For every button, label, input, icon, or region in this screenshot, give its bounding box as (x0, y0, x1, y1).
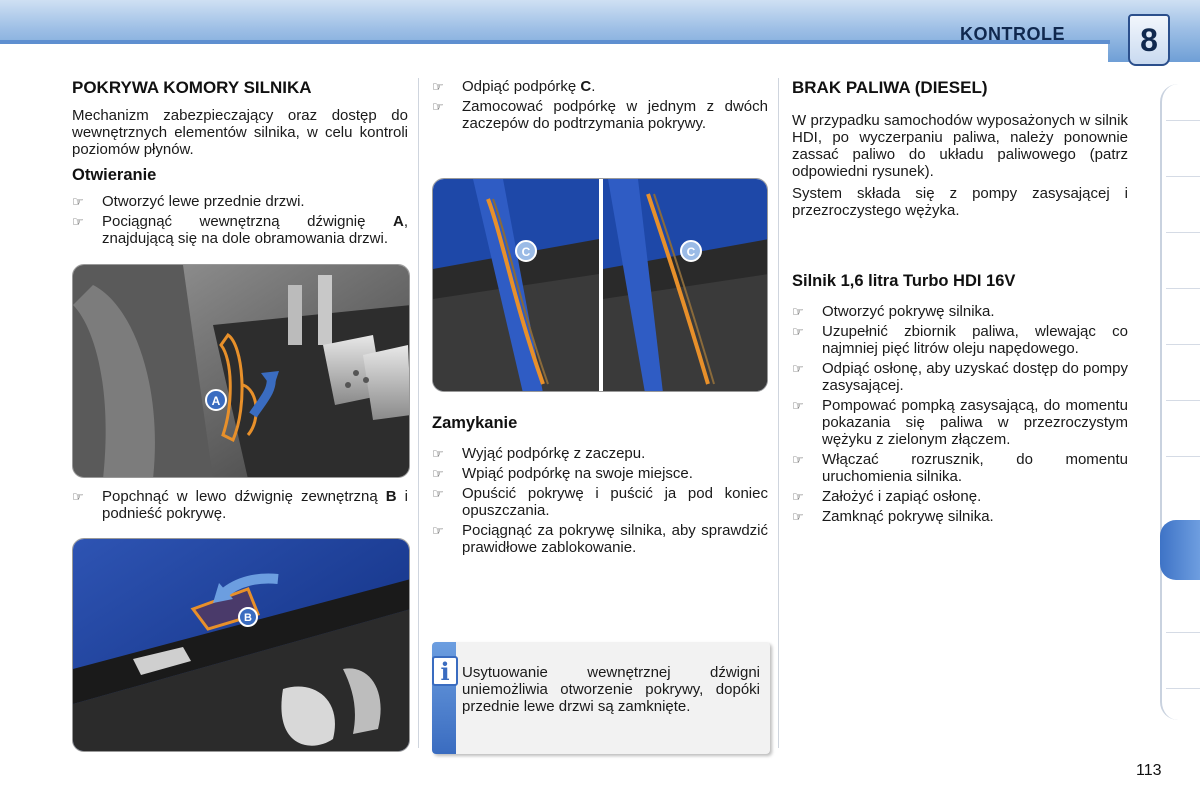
chapter-tab-active[interactable] (1160, 520, 1200, 580)
pointing-hand-icon: ☞ (72, 214, 84, 229)
subheading-opening: Otwieranie (72, 166, 157, 184)
page-number: 113 (1136, 762, 1162, 779)
subheading-engine: Silnik 1,6 litra Turbo HDI 16V (792, 272, 1016, 290)
release-steps (72, 488, 408, 522)
tab-divider (1166, 400, 1200, 401)
list-item: ☞ Odpiąć osłonę, aby uzyskać dostęp do pompy zasysającej. (792, 360, 1129, 394)
photo-bonnet-prop (432, 178, 768, 392)
tab-divider (1166, 176, 1200, 177)
info-note (432, 642, 770, 754)
list-item: ☞ Pociągnąć wewnętrzną dźwignię A, znajdującą się na dole obramowania drzwi. (72, 213, 408, 247)
info-note-text: Usytuowanie wewnętrznej dźwigni uniemożliwia otworzenie pokrywy, dopóki przednie lewe drzwi są zamknięte. (462, 664, 760, 715)
list-item: ☞ Uzupełnić zbiornik paliwa, wlewając co najmniej pięć litrów oleju napędowego. (792, 323, 1128, 357)
info-icon: i (432, 656, 458, 686)
tab-divider (1166, 232, 1200, 233)
section-heading: POKRYWA KOMORY SILNIKA (72, 78, 312, 97)
list-item: ☞ Zamknąć pokrywę silnika. (792, 508, 994, 525)
pointing-hand-icon: ☞ (432, 446, 444, 461)
diesel-paragraph-2: System składa się z pompy zasysającej i przezroczystego wężyka. (792, 185, 1128, 219)
list-item: ☞ Zamocować podpórkę w jednym z dwóch zaczepów do podtrzymania pokrywy. (432, 98, 768, 132)
opening-steps (72, 193, 408, 247)
pointing-hand-icon: ☞ (432, 79, 444, 94)
pointing-hand-icon: ☞ (432, 466, 444, 481)
list-item: ☞ Popchnąć w lewo dźwignię zewnętrzną B i podnieść pokrywę. (72, 488, 408, 522)
pointing-hand-icon: ☞ (792, 324, 804, 339)
pointing-hand-icon: ☞ (432, 99, 444, 114)
diesel-paragraph-1: W przypadku samochodów wyposażonych w silnik HDI, po wyczerpaniu paliwa, należy ponownie zassać paliwo do układu paliwowego (patrz odpowiedni rysunek). (792, 112, 1128, 180)
photo-interior-lever (72, 264, 410, 478)
column-1-continued (72, 488, 408, 525)
header-white-area (0, 44, 1108, 64)
pointing-hand-icon: ☞ (792, 398, 804, 413)
tab-divider (1166, 632, 1200, 633)
column-divider (778, 78, 779, 748)
column-2 (432, 78, 768, 135)
prop-steps (432, 78, 768, 132)
column-divider (418, 78, 419, 748)
pointing-hand-icon: ☞ (792, 361, 804, 376)
pointing-hand-icon: ☞ (72, 194, 84, 209)
pointing-hand-icon: ☞ (792, 452, 804, 467)
list-item: ☞ Otworzyć pokrywę silnika. (792, 303, 995, 320)
intro-paragraph: Mechanizm zabezpieczający oraz dostęp do wewnętrznych elementów silnika, w celu kontroli poziomów płynów. (72, 107, 408, 158)
callout-label-a: A (211, 394, 221, 408)
column-2-closing (432, 414, 768, 559)
callout-label-c: C (686, 245, 696, 259)
pointing-hand-icon: ☞ (792, 304, 804, 319)
pointing-hand-icon: ☞ (792, 509, 804, 524)
list-item: ☞ Opuścić pokrywę i puścić ja pod koniec opuszczania. (432, 485, 768, 519)
section-title: KONTROLE (960, 24, 1065, 44)
list-item: ☞ Włączać rozrusznik, do momentu uruchomienia silnika. (792, 451, 1128, 485)
list-item: ☞ Wyjąć podpórkę z zaczepu. (432, 445, 646, 462)
tab-divider (1166, 120, 1200, 121)
photo-bonnet-lever (72, 538, 410, 752)
chapter-tab-strip (1160, 84, 1200, 720)
tab-divider (1166, 456, 1200, 457)
column-3 (792, 78, 1128, 528)
list-item: ☞ Odpiąć podpórkę C. (432, 78, 596, 95)
tab-divider (1166, 688, 1200, 689)
subheading-closing: Zamykanie (432, 414, 518, 432)
list-item: ☞ Założyć i zapiąć osłonę. (792, 488, 982, 505)
pointing-hand-icon: ☞ (432, 523, 444, 538)
column-1 (72, 78, 408, 250)
tab-divider (1166, 344, 1200, 345)
list-item: ☞ Otworzyć lewe przednie drzwi. (72, 193, 305, 210)
list-item: ☞ Wpiąć podpórkę na swoje miejsce. (432, 465, 693, 482)
callout-label-c: C (521, 245, 531, 259)
tab-divider (1166, 288, 1200, 289)
chapter-badge: 8 (1128, 14, 1170, 66)
pointing-hand-icon: ☞ (432, 486, 444, 501)
pointing-hand-icon: ☞ (792, 489, 804, 504)
priming-steps (792, 303, 1128, 525)
callout-label-b: B (244, 612, 252, 624)
list-item: ☞ Pociągnąć za pokrywę silnika, aby sprawdzić prawidłowe zablokowanie. (432, 522, 768, 556)
pointing-hand-icon: ☞ (72, 489, 84, 504)
list-item: ☞ Pompować pompką zasysającą, do momentu pokazania się paliwa w przezroczystym wężyku z zielonym złączem. (792, 397, 1128, 448)
section-heading-diesel: BRAK PALIWA (DIESEL) (792, 78, 988, 97)
closing-steps (432, 445, 768, 556)
